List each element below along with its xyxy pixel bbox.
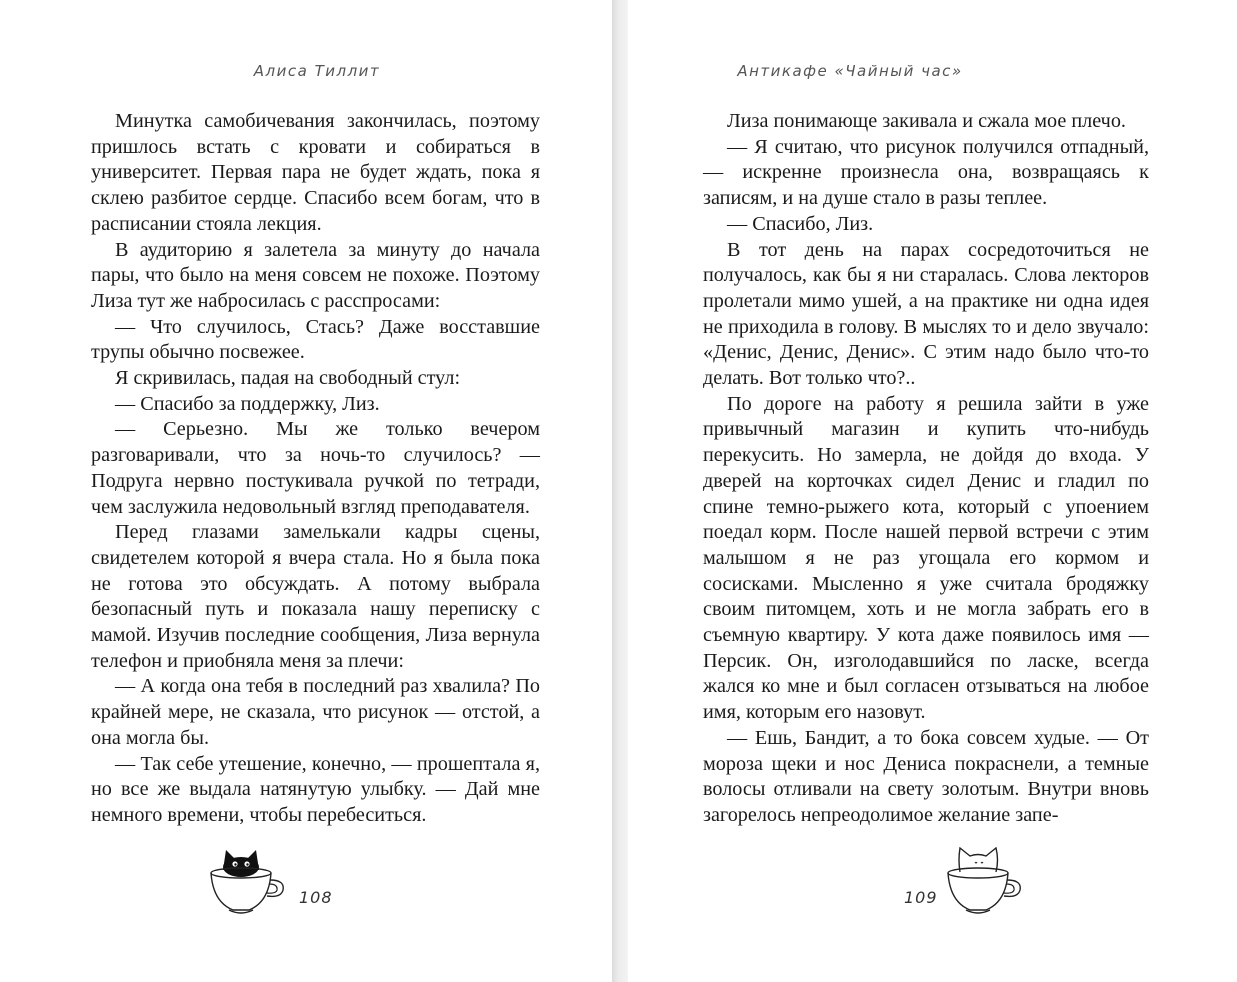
folio-right [904,840,1030,918]
paragraph: — А когда она тебя в последний раз хвалила? По крайней мере, не сказала, что рисунок — отстой, а она могла бы. [91,675,540,749]
paragraph: — Спасибо, Лиз. [727,212,874,235]
paragraph: — Серьезно. Мы же только вечером разговаривали, что за ночь-то случилось? — Подруга нервно постукивала ручкой по тетради, чем заслужила недовольный взгляд преподавателя. [91,418,540,518]
paragraph: По дороге на работу я решила зайти в уже привычный магазин и купить что-нибудь перекусить. Но замерла, не дойдя до входа. У дверей на корточках сидел Денис и гладил по спине темно-рыжего кота, который с упоением поедал корм. После нашей первой встречи с этим малышом я не раз угощала его кормом и сосисками. Мысленно я уже считала бродяжку своим питомцем, хоть и не могла забрать его в съемную квартиру. У кота даже появилось имя — Персик. Он, изголодавшийся по ласке, всегда жался ко мне и был согласен отзываться на любое имя, которым его назовут. [703,392,1149,724]
folio-left [207,840,333,918]
paragraph: — Что случилось, Стась? Даже восставшие трупы обычно посвежее. [91,315,540,364]
paragraph: — Я считаю, что рисунок получился отпадный, — искренне произнесла она, возвращаясь к записям, и на душе стало в разы теплее. [703,135,1149,210]
paragraph: — Так себе утешение, конечно, — прошептала я, но все же выдала натянутую улыбку. — Дай мне немного времени, чтобы перебеситься. [91,752,540,826]
paragraph: — Спасибо за поддержку, Лиз. [115,392,380,415]
paragraph: Минутка самобичевания закончилась, поэтому пришлось встать с кровати и собираться в университет. Первая пара не будет ждать, пока я склею разбитое сердце. Спасибо всем богам, что в расписании стояла лекция. [91,110,540,235]
black-cat-in-cup-icon [207,840,291,918]
paragraph: В тот день на парах сосредоточиться не получалось, как бы я ни старалась. Слова лекторов пролетали мимо ушей, а на практике ни одна идея не приходила в голову. В мыслях то и дело звучало: «Денис, Денис, Денис». С этим надо было что-то делать. Вот только что?.. [703,238,1149,390]
left-page [0,0,612,982]
paragraph: Я скривилась, падая на свободный стул: [115,367,461,390]
body-text-left [91,109,540,829]
book-gutter [612,0,628,982]
running-head-title: Антикафе «Чайный час» [737,62,963,80]
page-number: 108 [299,887,333,907]
paragraph: В аудиторию я залетела за минуту до начала пары, что было на меня совсем не похоже. Поэтому Лиза тут же набросилась с расспросами: [91,238,540,312]
body-text-right [703,109,1149,829]
paragraph: Лиза понимающе закивала и сжала мое плечо. [727,110,1126,132]
white-cat-in-cup-icon [946,840,1030,918]
right-page [628,0,1237,982]
paragraph: — Ешь, Бандит, а то бока совсем худые. — От мороза щеки и нос Дениса покраснели, а темные волосы отливали на свету золотым. Внутри вновь загорелось непреодолимое желание запе- [703,726,1149,826]
page-number: 109 [904,887,938,907]
running-head-author: Алиса Тиллит [253,62,381,80]
paragraph: Перед глазами замелькали кадры сцены, свидетелем которой я вчера стала. Но я была пока не готова это обсуждать. А потому выбрала безопасный путь и показала нашу переписку с мамой. Изучив последние сообщения, Лиза вернула телефон и приобняла меня за плечи: [91,521,540,672]
